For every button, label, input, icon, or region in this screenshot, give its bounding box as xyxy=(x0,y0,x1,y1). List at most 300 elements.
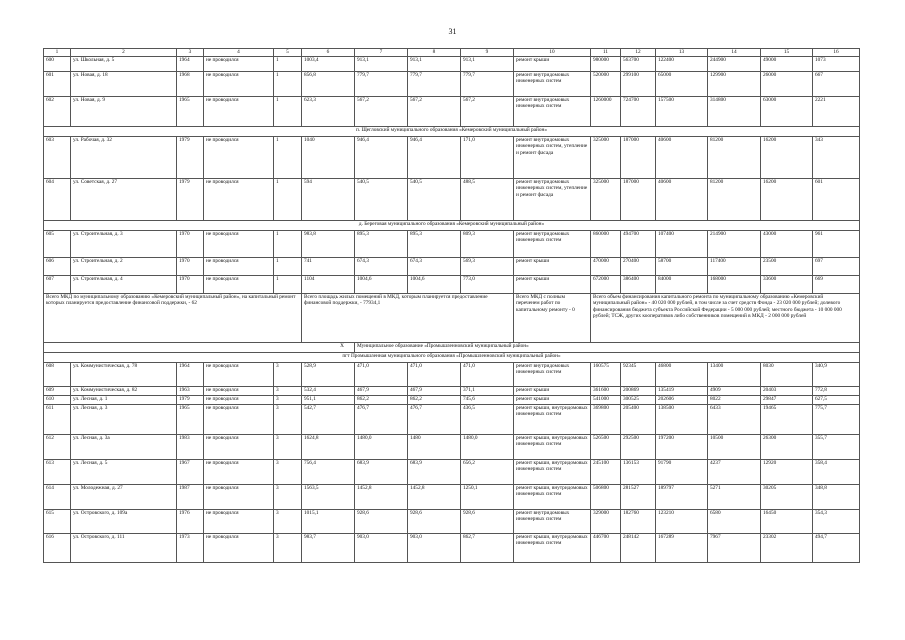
table-cell: 182760 xyxy=(621,510,656,534)
table-cell: 1 xyxy=(274,57,302,72)
table-cell: 1480,0 xyxy=(355,435,408,460)
column-number: 6 xyxy=(302,49,355,57)
table-cell: 23500 xyxy=(761,258,813,276)
table-cell: 772,8 xyxy=(813,387,860,396)
table-cell: не проводился xyxy=(204,435,274,460)
table-cell: 84000 xyxy=(656,276,708,294)
table-cell: 903,0 xyxy=(408,534,461,563)
table-cell: 138500 xyxy=(656,405,708,435)
table-row xyxy=(44,57,860,72)
table-cell: 608 xyxy=(44,363,71,387)
section-number: X xyxy=(44,343,355,353)
table-cell: не проводился xyxy=(204,534,274,563)
table-cell: ремонт крыши xyxy=(514,387,591,396)
table-cell: 81200 xyxy=(708,179,761,221)
table-cell: 3 xyxy=(274,534,302,563)
table-cell: ремонт крыши, внутридомовых инженерных систем xyxy=(514,435,591,460)
table-cell: 1973 xyxy=(177,534,204,563)
table-cell: 3 xyxy=(274,396,302,405)
table-cell: 1979 xyxy=(177,137,204,179)
table-cell: 1004,6 xyxy=(355,276,408,294)
table-cell: 23302 xyxy=(761,534,813,563)
table-cell: ремонт внутридомовых инженерных систем xyxy=(514,231,591,258)
table-cell: 3 xyxy=(274,510,302,534)
table-cell: 189797 xyxy=(656,485,708,510)
table-cell: 92345 xyxy=(621,363,656,387)
table-row xyxy=(44,72,860,97)
table-cell: 1563,5 xyxy=(302,485,355,510)
page-number: 31 xyxy=(448,27,457,36)
table-cell: 1 xyxy=(274,137,302,179)
table-row xyxy=(44,363,860,387)
table-cell: 779,7 xyxy=(461,72,514,97)
table-cell: 58700 xyxy=(656,258,708,276)
summary-full-list: Всего МКД с полным переченем работ по капитальному ремонту - 0 xyxy=(514,294,591,343)
table-cell: 1976 xyxy=(177,510,204,534)
column-number: 13 xyxy=(656,49,708,57)
municipality-header-row xyxy=(44,343,860,353)
table-cell: 1979 xyxy=(177,396,204,405)
table-cell: 3 xyxy=(274,460,302,485)
table-cell: 46800 xyxy=(656,363,708,387)
table-cell: 63000 xyxy=(761,97,813,127)
table-cell: 569,3 xyxy=(461,258,514,276)
table-cell: 471,0 xyxy=(408,363,461,387)
table-cell: 540,5 xyxy=(408,179,461,221)
table-cell: ремонт крыши xyxy=(514,258,591,276)
table-cell: ул. Рабочая, д. 32 xyxy=(71,137,177,179)
table-cell: 2221 xyxy=(813,97,860,127)
column-number: 11 xyxy=(591,49,621,57)
table-cell: 895,3 xyxy=(408,231,461,258)
table-cell: 1 xyxy=(274,179,302,221)
table-cell: 604 xyxy=(44,179,71,221)
table-cell: ул. Школьная, д. 5 xyxy=(71,57,177,72)
table-cell: ул. Коммунистическая, д. 78 xyxy=(71,363,177,387)
table-cell: 615 xyxy=(44,510,71,534)
table-cell: 567,2 xyxy=(355,97,408,127)
table-cell: 281527 xyxy=(621,485,656,510)
table-row xyxy=(44,510,860,534)
table-cell: 123210 xyxy=(656,510,708,534)
table-cell: 1970 xyxy=(177,276,204,294)
table-cell: 314800 xyxy=(708,97,761,127)
table-cell: 136153 xyxy=(621,460,656,485)
table-cell: 601 xyxy=(813,179,860,221)
table-cell: ремонт крыши, внутридомовых инженерных систем xyxy=(514,534,591,563)
table-cell: 1963 xyxy=(177,387,204,396)
table-cell: 697 xyxy=(813,258,860,276)
table-cell: 913,1 xyxy=(461,57,514,72)
table-cell: 8022 xyxy=(708,396,761,405)
table-cell: ремонт крыши xyxy=(514,57,591,72)
table-cell: 745,6 xyxy=(461,396,514,405)
table-cell: 348,8 xyxy=(813,485,860,510)
column-number: 14 xyxy=(708,49,761,57)
table-cell: 1 xyxy=(274,97,302,127)
table-cell: 1970 xyxy=(177,231,204,258)
table-cell: ремонт внутридомовых инженерных систем, утепление и ремонт фасада xyxy=(514,137,591,179)
table-cell: 616 xyxy=(44,534,71,563)
table-cell: 1 xyxy=(274,276,302,294)
table-cell: ул. Лесная, д. 5 xyxy=(71,460,177,485)
table-cell: ремонт крыши xyxy=(514,396,591,405)
table-cell: 20403 xyxy=(761,387,813,396)
table-cell: ремонт внутридомовых инженерных систем, утепление и ремонт фасада xyxy=(514,179,591,221)
table-cell: не проводился xyxy=(204,460,274,485)
table-cell: 928,6 xyxy=(355,510,408,534)
table-cell: 526500 xyxy=(591,435,621,460)
table-cell: 672000 xyxy=(591,276,621,294)
table-cell: ремонт внутридомовых инженерных систем xyxy=(514,97,591,127)
column-number: 9 xyxy=(461,49,514,57)
table-cell: 1073 xyxy=(813,57,860,72)
summary-mkd-count: Всего МКД по муниципальному образованию «Кемеровский муниципальный район», на капитальный ремонт которых планируется предоставление финансовой поддержки, - 62 xyxy=(44,294,302,343)
table-cell: 91790 xyxy=(656,460,708,485)
table-cell: ремонт внутридомовых инженерных систем xyxy=(514,72,591,97)
table-cell: 756,4 xyxy=(302,460,355,485)
table-cell: 520000 xyxy=(591,72,621,97)
table-cell: 951,1 xyxy=(302,396,355,405)
table-cell: 494700 xyxy=(621,231,656,258)
table-cell: 563700 xyxy=(621,57,656,72)
table-cell: 946,4 xyxy=(408,137,461,179)
table-cell: ремонт крыши, внутридомовых инженерных систем xyxy=(514,405,591,435)
column-number: 5 xyxy=(274,49,302,57)
table-cell: 43000 xyxy=(761,231,813,258)
table-cell: 10500 xyxy=(708,435,761,460)
table-row xyxy=(44,97,860,127)
table-cell: 30205 xyxy=(761,485,813,510)
table-row xyxy=(44,231,860,258)
table-cell: 168000 xyxy=(708,276,761,294)
table-cell: 980000 xyxy=(591,57,621,72)
table-cell: 528,9 xyxy=(302,363,355,387)
table-cell: 3 xyxy=(274,485,302,510)
table-cell: 6433 xyxy=(708,405,761,435)
table-cell: 860000 xyxy=(591,231,621,258)
table-cell: 160575 xyxy=(591,363,621,387)
table-cell: 187000 xyxy=(621,137,656,179)
table-cell: 741 xyxy=(302,258,355,276)
table-cell: не проводился xyxy=(204,231,274,258)
table-cell: 1480,0 xyxy=(461,435,514,460)
table-cell: 29847 xyxy=(761,396,813,405)
table-cell: 436,5 xyxy=(461,405,514,435)
table-cell: 361600 xyxy=(591,387,621,396)
table-cell: 19465 xyxy=(761,405,813,435)
table-cell: 16200 xyxy=(761,179,813,221)
table-row xyxy=(44,387,860,396)
table-cell: 343 xyxy=(813,137,860,179)
table-cell: ул. Советская, д. 27 xyxy=(71,179,177,221)
column-number: 1 xyxy=(44,49,71,57)
column-number-row xyxy=(44,49,860,57)
table-cell: 299100 xyxy=(621,72,656,97)
summary-row xyxy=(44,294,860,343)
capital-repair-table xyxy=(43,48,860,563)
table-cell: 623,3 xyxy=(302,97,355,127)
table-cell: 540,5 xyxy=(355,179,408,221)
table-cell: 779,7 xyxy=(408,72,461,97)
table-cell: 610 xyxy=(44,396,71,405)
table-cell: 117400 xyxy=(708,258,761,276)
table-cell: 1 xyxy=(274,258,302,276)
table-cell: 1970 xyxy=(177,258,204,276)
table-cell: 983,8 xyxy=(302,231,355,258)
table-cell: 567,2 xyxy=(408,97,461,127)
section-title: п. Щегловский муниципального образования «Кемеровский муниципальный район» xyxy=(44,127,860,137)
table-cell: 4237 xyxy=(708,460,761,485)
table-cell: 49000 xyxy=(761,57,813,72)
table-cell: 600 xyxy=(44,57,71,72)
table-cell: ул. Новая, д. 9 xyxy=(71,97,177,127)
table-cell: ремонт внутридомовых инженерных систем xyxy=(514,510,591,534)
table-cell: 1983 xyxy=(177,435,204,460)
table-cell: не проводился xyxy=(204,57,274,72)
table-cell: 13400 xyxy=(708,363,761,387)
table-cell: 476,7 xyxy=(355,405,408,435)
table-cell: 355,7 xyxy=(813,435,860,460)
column-number: 15 xyxy=(761,49,813,57)
table-cell: 609 xyxy=(44,387,71,396)
table-cell: 6580 xyxy=(708,510,761,534)
table-cell: 862,7 xyxy=(461,534,514,563)
table-cell: ул. Строительная, д. 2 xyxy=(71,258,177,276)
table-cell: 1979 xyxy=(177,179,204,221)
table-cell: 244900 xyxy=(708,57,761,72)
table-cell: 122400 xyxy=(656,57,708,72)
table-cell: 205400 xyxy=(621,405,656,435)
table-cell: 1968 xyxy=(177,72,204,97)
table-cell: 26300 xyxy=(761,435,813,460)
table-cell: 325000 xyxy=(591,179,621,221)
table-cell: 494,7 xyxy=(813,534,860,563)
table-cell: 33600 xyxy=(761,276,813,294)
table-cell: 200869 xyxy=(621,387,656,396)
table-cell: 329000 xyxy=(591,510,621,534)
table-cell: 541000 xyxy=(591,396,621,405)
table-cell: ремонт крыши, внутридомовых инженерных систем xyxy=(514,460,591,485)
table-cell: 187000 xyxy=(621,179,656,221)
table-cell: 157500 xyxy=(656,97,708,127)
table-cell: 300525 xyxy=(621,396,656,405)
table-cell: 775,7 xyxy=(813,405,860,435)
table-cell: 5271 xyxy=(708,485,761,510)
table-cell: 928,6 xyxy=(408,510,461,534)
table-cell: 1964 xyxy=(177,57,204,72)
table-cell: 601 xyxy=(44,72,71,97)
table-cell: 1624,8 xyxy=(302,435,355,460)
table-cell: 862,2 xyxy=(408,396,461,405)
table-cell: 532,4 xyxy=(302,387,355,396)
table-cell: 4909 xyxy=(708,387,761,396)
table-cell: ремонт крыши xyxy=(514,276,591,294)
table-cell: не проводился xyxy=(204,485,274,510)
summary-financing: Всего объем финансирования капитального ремонта по муниципальному образованию «Кемеровский муниципальный район» - 40 020 000 рублей, в том числе за счет средств Фонда - 23 020 000 рублей; долевого финансирования бюджета субъекта Российской Федерации - 5 000 000 рублей; местного бюджета - 10 000 000 рублей; ТСЖ, других кооперативов либо собственников помещений в МКД - 2 000 000 рублей xyxy=(591,294,860,343)
table-cell: 1965 xyxy=(177,97,204,127)
table-row xyxy=(44,460,860,485)
table-cell: 1260000 xyxy=(591,97,621,127)
table-cell: 779,7 xyxy=(355,72,408,97)
table-cell: 961 xyxy=(813,231,860,258)
table-cell: 467,9 xyxy=(355,387,408,396)
table-cell: 674,3 xyxy=(355,258,408,276)
table-cell: 1452,8 xyxy=(355,485,408,510)
table-cell: 895,3 xyxy=(355,231,408,258)
table-cell: 1452,8 xyxy=(408,485,461,510)
table-cell: 1967 xyxy=(177,460,204,485)
table-row xyxy=(44,276,860,294)
table-cell: не проводился xyxy=(204,137,274,179)
table-cell: 476,7 xyxy=(408,405,461,435)
table-cell: не проводился xyxy=(204,510,274,534)
section-header-row xyxy=(44,221,860,231)
table-cell: 248142 xyxy=(621,534,656,563)
table-cell: ул. Лесная, д. 3а xyxy=(71,435,177,460)
table-cell: 354,3 xyxy=(813,510,860,534)
column-number: 7 xyxy=(355,49,408,57)
table-row xyxy=(44,258,860,276)
table-cell: ул. Молодежная, д. 27 xyxy=(71,485,177,510)
table-cell: 1 xyxy=(274,72,302,97)
table-cell: 65000 xyxy=(656,72,708,97)
table-cell: 606 xyxy=(44,258,71,276)
table-cell: 8030 xyxy=(761,363,813,387)
table-cell: ул. Лесная, д. 1 xyxy=(71,396,177,405)
table-cell: ул. Лесная, д. 3 xyxy=(71,405,177,435)
table-cell: 488,5 xyxy=(461,179,514,221)
table-cell: не проводился xyxy=(204,276,274,294)
table-cell: 40600 xyxy=(656,137,708,179)
table-cell: ул. Новая, д. 18 xyxy=(71,72,177,97)
table-cell: 16200 xyxy=(761,137,813,179)
table-cell: 674,3 xyxy=(408,258,461,276)
table-cell: 1104 xyxy=(302,276,355,294)
table-cell: 1965 xyxy=(177,405,204,435)
column-number: 8 xyxy=(408,49,461,57)
table-cell: 12920 xyxy=(761,460,813,485)
table-cell: ремонт крыши, внутридомовых инженерных систем xyxy=(514,485,591,510)
table-cell: 470000 xyxy=(591,258,621,276)
section-header-row xyxy=(44,127,860,137)
table-cell: 197200 xyxy=(656,435,708,460)
table-cell: 245100 xyxy=(591,460,621,485)
table-cell: 135419 xyxy=(656,387,708,396)
table-cell: 862,2 xyxy=(355,396,408,405)
table-cell: не проводился xyxy=(204,396,274,405)
table-cell: ул. Строительная, д. 3 xyxy=(71,231,177,258)
table-cell: 129900 xyxy=(708,72,761,97)
table-cell: 3 xyxy=(274,405,302,435)
table-cell: 612 xyxy=(44,435,71,460)
table-cell: 202606 xyxy=(656,396,708,405)
table-cell: 603 xyxy=(44,137,71,179)
table-cell: 1987 xyxy=(177,485,204,510)
table-row xyxy=(44,485,860,510)
table-cell: ул. Коммунистическая, д. 82 xyxy=(71,387,177,396)
table-cell: 386400 xyxy=(621,276,656,294)
table-cell: не проводился xyxy=(204,179,274,221)
table-cell: 3 xyxy=(274,435,302,460)
table-row xyxy=(44,405,860,435)
table-cell: 3 xyxy=(274,387,302,396)
table-cell: 656,2 xyxy=(461,460,514,485)
table-cell: 809,3 xyxy=(461,231,514,258)
table-cell: 340,9 xyxy=(813,363,860,387)
table-cell: 683,9 xyxy=(408,460,461,485)
table-cell: 1250,1 xyxy=(461,485,514,510)
table-row xyxy=(44,137,860,179)
table-cell: 1040 xyxy=(302,137,355,179)
table-cell: 913,1 xyxy=(408,57,461,72)
summary-area: Всего площадь жилых помещений в МКД, которым планируется предоставление финансовой поддержки, - 77934,1 xyxy=(302,294,514,343)
table-cell: 270400 xyxy=(621,258,656,276)
table-row xyxy=(44,396,860,405)
table-cell: не проводился xyxy=(204,363,274,387)
column-number: 12 xyxy=(621,49,656,57)
table-cell: ул. Островского, д. 109а xyxy=(71,510,177,534)
table-cell: 471,0 xyxy=(461,363,514,387)
table-cell: 369800 xyxy=(591,405,621,435)
table-cell: 542,7 xyxy=(302,405,355,435)
table-cell: 7967 xyxy=(708,534,761,563)
table-cell: 1 xyxy=(274,231,302,258)
table-cell: 1480 xyxy=(408,435,461,460)
table-cell: 214900 xyxy=(708,231,761,258)
table-row xyxy=(44,534,860,563)
table-cell: 446700 xyxy=(591,534,621,563)
section-title: д. Береговая муниципального образования «Кемеровский муниципальный район» xyxy=(44,221,860,231)
table-cell: 26000 xyxy=(761,72,813,97)
column-number: 16 xyxy=(813,49,860,57)
table-cell: 627,5 xyxy=(813,396,860,405)
table-cell: 602 xyxy=(44,97,71,127)
column-number: 2 xyxy=(71,49,177,57)
table-cell: 40600 xyxy=(656,179,708,221)
table-cell: не проводился xyxy=(204,258,274,276)
table-cell: не проводился xyxy=(204,72,274,97)
table-cell: 567,2 xyxy=(461,97,514,127)
table-cell: 1015,1 xyxy=(302,510,355,534)
table-cell: ремонт внутридомовых инженерных систем xyxy=(514,363,591,387)
table-cell: 358,4 xyxy=(813,460,860,485)
table-cell: 325000 xyxy=(591,137,621,179)
table-cell: 171,0 xyxy=(461,137,514,179)
table-cell: 471,0 xyxy=(355,363,408,387)
table-cell: 3 xyxy=(274,363,302,387)
table-cell: 669 xyxy=(813,276,860,294)
table-cell: 1003,4 xyxy=(302,57,355,72)
table-cell: 983,7 xyxy=(302,534,355,563)
table-cell: 913,1 xyxy=(355,57,408,72)
table-cell: 371,1 xyxy=(461,387,514,396)
section-header-row xyxy=(44,353,860,363)
table-cell: 607 xyxy=(44,276,71,294)
column-number: 3 xyxy=(177,49,204,57)
table-cell: 292500 xyxy=(621,435,656,460)
table-cell: не проводился xyxy=(204,387,274,396)
table-cell: 724700 xyxy=(621,97,656,127)
table-cell: не проводился xyxy=(204,97,274,127)
table-cell: не проводился xyxy=(204,405,274,435)
table-row xyxy=(44,435,860,460)
table-cell: 773,0 xyxy=(461,276,514,294)
municipality-title: Муниципальное образование «Промышленновский муниципальный район» xyxy=(355,343,860,353)
table-cell: 856,8 xyxy=(302,72,355,97)
table-cell: 506800 xyxy=(591,485,621,510)
table-cell: 605 xyxy=(44,231,71,258)
